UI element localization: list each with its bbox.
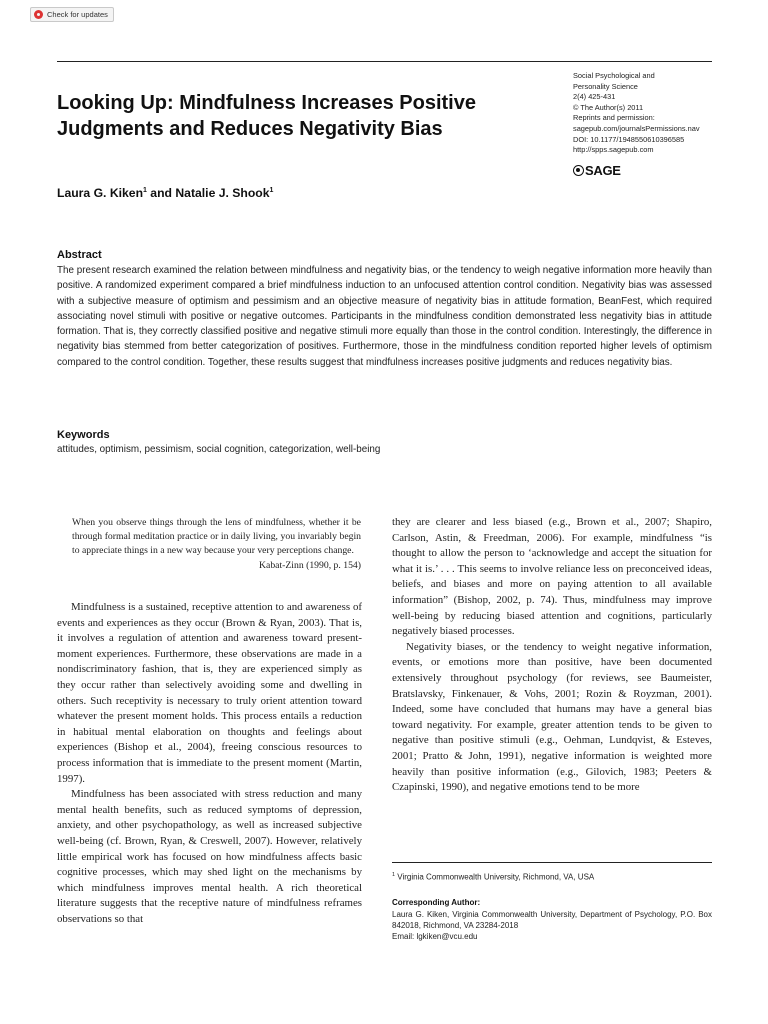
affiliation-text: Virginia Commonwealth University, Richmond, VA, USA <box>397 872 595 882</box>
header-rule <box>57 61 712 62</box>
affiliation-mark: 1 <box>269 186 274 194</box>
badge-label: Check for updates <box>47 10 108 19</box>
affiliation-mark: 1 <box>392 872 396 878</box>
check-for-updates-badge[interactable] <box>30 7 114 22</box>
abstract-heading: Abstract <box>57 249 102 261</box>
journal-line: © The Author(s) 2011 <box>573 102 644 112</box>
author-name: Laura G. Kiken <box>57 186 144 200</box>
keywords-text: attitudes, optimism, pessimism, social cognition, categorization, well-being <box>57 444 381 455</box>
affiliation-footnote <box>392 872 594 882</box>
body-paragraph: Mindfulness has been associated with stress reduction and many mental health benefits, such as reduced symptoms of depression, anxiety, and other psychopathology, as well as increased subjective well-being (cf. Brown, Ryan, & Creswell, 2007). However, relatively little empirical work has focused on how mindfulness affects basic cognitive processes, which may shed light on the mechanisms by which mindfulness improves mental health. A rich theoretical literature suggests that the receptive nature of mindfulness reframes observations so that <box>57 788 362 925</box>
journal-info <box>573 71 733 156</box>
body-paragraph: they are clearer and less biased (e.g., Brown et al., 2007; Shapiro, Carlson, Astin, & Freedman, 2006). For example, mindfulness “is thought to allow the person to ‘acknowledge and accept the situation for what it is.’ . . . This seems to involve reliance less on preconceived ideas, beliefs, and biases and more on paying attention to all available information” (Bishop, 2002, p. 74). Thus, mindfulness may improve well-being by reducing biased attention and cognitions, particularly negatively biased processes. <box>392 516 712 638</box>
corresponding-author-email[interactable]: Email: lgkiken@vcu.edu <box>392 932 478 942</box>
corresponding-author <box>392 909 712 943</box>
journal-line: Social Psychological and <box>573 71 655 80</box>
author-line <box>57 186 273 200</box>
sage-logo <box>573 163 621 178</box>
sage-logo-text: SAGE <box>585 163 621 178</box>
body-column-left <box>57 600 362 927</box>
author-separator: and <box>146 186 176 200</box>
sage-logo-icon <box>573 165 584 176</box>
abstract-text: The present research examined the relation between mindfulness and negativity bias, or the tendency to weigh negative information more heavily than positive. A randomized experiment compared a brief mindfulness induction to an unfocused attention control condition. Negativity bias was assessed with a subjective measure of optimism and pessimism and an objective measure of negativity bias in attitude formation, BeanFest, which required associating novel stimuli with positive or negative outcomes. Participants in the mindfulness condition demonstrated less negativity bias in attitude formation. That is, they correctly classified positive and negative stimuli more equally than those in the control condition. Interestingly, the difference in negativity bias stemmed from better categorization of positives. Furthermore, those in the mindfulness condition reported higher levels of optimism compared to the control condition. Together, these results suggest that mindfulness increases positive judgments and reduces negativity bias. <box>57 265 712 368</box>
epigraph-source: Kabat-Zinn (1990, p. 154) <box>259 559 361 571</box>
body-paragraph: Negativity biases, or the tendency to weight negative information, events, or emotions more than positive, have been documented extensively throughout psychology (for reviews, see Baumeister, Bratslavsky, Finkenauer, & Vohs, 2001; Rozin & Royzman, 2001). Indeed, some have concluded that humans may have a general bias toward negativity. For example, greater attention tends to be given to negative than positive stimuli (e.g., Oehman, Lundqvist, & Esteves, 2001; Pratto & John, 1991), negative information is weighted more heavily than positive information (e.g., Gilovich, 1983; Peeters & Czapinski, 1990), and negative emotions tend to be more <box>392 640 712 794</box>
body-column-right <box>392 515 712 796</box>
journal-line: 2(4) 425-431 <box>573 92 616 102</box>
author-name: Natalie J. Shook <box>175 186 270 200</box>
epigraph <box>72 516 361 573</box>
footnote-rule <box>392 862 712 863</box>
journal-line: Reprints and permission: <box>573 113 655 123</box>
keywords-heading: Keywords <box>57 429 110 441</box>
corresponding-author-heading: Corresponding Author: <box>392 898 481 907</box>
journal-line: Personality Science <box>573 81 638 91</box>
article-title: Looking Up: Mindfulness Increases Positive Judgments and Reduces Negativity Bias <box>57 92 476 140</box>
corresponding-author-address: Laura G. Kiken, Virginia Commonwealth University, Department of Psychology, P.O. Box 842018, Richmond, VA 23284-2018 <box>392 910 712 931</box>
journal-url[interactable]: http://spps.sagepub.com <box>573 145 654 155</box>
body-paragraph: Mindfulness is a sustained, receptive attention to and awareness of events and experiences as they occur (Brown & Ryan, 2003). That is, it involves a regulation of attention and awareness toward present-moment experiences. Furthermore, these observations are made in a nondiscriminatory fashion, that is, they are experienced simply as they occur rather than selectively avoiding some and dwelling in others. Such receptivity is necessary to truly orient attention toward whatever the present moment holds. This process entails a reduction in habitual mental elaboration on thoughts and feelings about experiences (Bishop et al., 2004), freeing conscious resources to process information that is immediate to the present moment (Martin, 1997). <box>57 601 362 785</box>
journal-permissions-link[interactable]: sagepub.com/journalsPermissions.nav <box>573 123 700 133</box>
update-icon <box>34 10 43 19</box>
affiliation-mark: 1 <box>143 186 147 194</box>
journal-doi[interactable]: DOI: 10.1177/1948550610396585 <box>573 134 685 144</box>
epigraph-quote: When you observe things through the lens of mindfulness, whether it be through formal meditation practice or in daily living, you invariably begin to appreciate things in a new way because your very perceptions change. <box>72 517 361 557</box>
